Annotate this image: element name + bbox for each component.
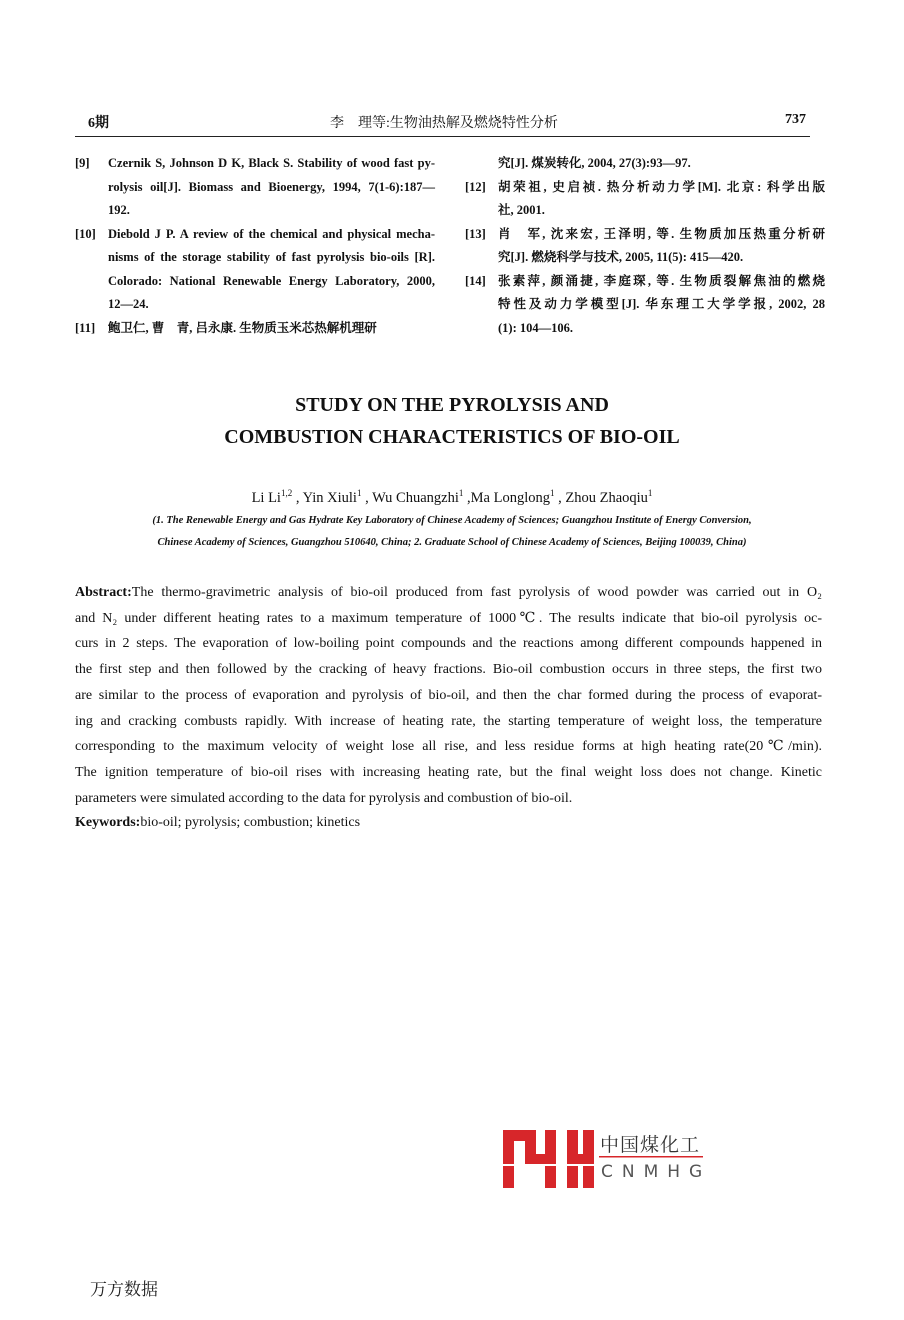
abstract-line [75, 786, 822, 812]
author-name: Ma Longlong [470, 489, 550, 506]
paper-title-line2: COMBUSTION CHARACTERISTICS OF BIO-OIL [224, 426, 680, 448]
author-name: Li Li [251, 489, 281, 506]
abstract-text: the first step and then followed by the cracking of heavy fractions. Bio-oil combustion occurs in three steps, the first two [75, 662, 822, 678]
author-separator: , [361, 489, 373, 506]
author-name: Zhou Zhaoqiu [565, 489, 648, 506]
abstract-text: ing and cracking combusts rapidly. With increase of heating rate, the starting temperature of weight loss, the temperature [75, 713, 822, 729]
logo-english-text: CNMHG [601, 1162, 712, 1182]
reference-number: [9] [75, 156, 90, 170]
reference-line: Colorado: National Renewable Energy Laboratory, 2000, [108, 273, 435, 288]
reference-text [108, 152, 435, 223]
paper-title-line1: STUDY ON THE PYROLYSIS AND [295, 394, 609, 416]
author-affiliation-mark: 1 [549, 488, 555, 498]
footer-watermark: 万方数据 [90, 1280, 158, 1300]
issue-number: 6期 [88, 116, 109, 131]
author-affiliation-mark: 1,2 [280, 488, 293, 498]
reference-line: 192. [108, 203, 130, 217]
reference-line: (1): 104—106. [498, 320, 573, 335]
abstract-line [75, 657, 822, 683]
reference-item [75, 223, 435, 317]
running-title: 李 理等:生物油热解及燃烧特性分析 [330, 116, 558, 131]
reference-line: Czernik S, Johnson D K, Black S. Stability of wood fast py- [108, 156, 435, 170]
keywords [75, 815, 360, 831]
author-affiliation-mark: 1 [647, 488, 653, 498]
reference-text [498, 223, 825, 270]
reference-item [465, 270, 825, 341]
reference-number: [13] [465, 226, 486, 241]
author-list [0, 488, 904, 507]
reference-line: 究[J]. 燃烧科学与技术, 2005, 11(5): 415—420. [498, 250, 744, 264]
reference-number: [14] [465, 273, 486, 288]
reference-line: 12—24. [108, 297, 149, 311]
author-name: Wu Chuangzhi [372, 489, 459, 506]
header-rule [75, 136, 810, 137]
reference-text [108, 317, 435, 341]
reference-line: 特性及动力学模型[J]. 华东理工大学学报, 2002, 28 [498, 297, 825, 311]
abstract-line [75, 631, 822, 657]
reference-number: [12] [465, 179, 486, 194]
abstract-line [75, 734, 822, 760]
abstract-line [75, 606, 822, 632]
keywords-text: bio-oil; pyrolysis; combustion; kinetics [140, 815, 361, 830]
reference-number: [11] [75, 320, 96, 335]
reference-number: [10] [75, 226, 96, 241]
reference-line: 张素萍, 颜涌捷, 李庭琛, 等. 生物质裂解焦油的燃烧 [498, 273, 825, 288]
abstract-text: and N₂ under different heating rates to a maximum temperature of 1000℃. The results indicate that bio-oil pyrolysis oc- [75, 610, 822, 626]
reference-line: rolysis oil[J]. Biomass and Bioenergy, 1994, 7(1-6):187— [108, 179, 435, 194]
abstract-line [75, 683, 822, 709]
abstract-line [75, 760, 822, 786]
reference-line: nisms of the storage stability of fast pyrolysis bio-oils [R]. [108, 250, 435, 264]
reference-text [498, 270, 825, 341]
reference-line: 肖 军, 沈来宏, 王泽明, 等. 生物质加压热重分析研 [498, 226, 825, 241]
reference-line: 胡荣祖, 史启祯. 热分析动力学[M]. 北京: 科学出版 [498, 179, 825, 194]
reference-item [465, 223, 825, 270]
reference-item [465, 176, 825, 223]
abstract-text: corresponding to the maximum velocity of weight lose all rise, and less residue forms at high heating rate(20℃/min). [75, 739, 822, 755]
abstract-line [75, 709, 822, 735]
abstract-text: curs in 2 steps. The evaporation of low-boiling point compounds and the reactions among different compounds happened in [75, 636, 822, 652]
author-separator: , [554, 489, 566, 506]
references-left-column [75, 152, 435, 340]
reference-line: 社, 2001. [498, 203, 545, 217]
reference-item [75, 152, 435, 223]
reference-item [465, 152, 825, 176]
author-affiliation-mark: 1 [356, 488, 362, 498]
reference-text [498, 176, 825, 223]
affiliation-line2: Chinese Academy of Sciences, Guangzhou 510640, China; 2. Graduate School of Chinese Academy of Sciences, Beijing 100039, China) [157, 537, 747, 548]
affiliation-line1: (1. The Renewable Energy and Gas Hydrate Key Laboratory of Chinese Academy of Sciences; Guangzhou Institute of Energy Conversion, [152, 515, 752, 526]
reference-text [108, 223, 435, 317]
abstract-label: Abstract: [75, 585, 132, 600]
abstract-text: are similar to the process of evaporation and pyrolysis of bio-oil, and then the char formed during the process of evaporat- [75, 687, 822, 703]
reference-line: Diebold J P. A review of the chemical and physical mecha- [108, 226, 435, 241]
reference-line: 究[J]. 煤炭转化, 2004, 27(3):93—97. [498, 156, 691, 170]
author-separator: , [292, 489, 303, 506]
logo-chinese-text: 中国煤化工 [600, 1134, 701, 1156]
keywords-label: Keywords: [75, 815, 141, 830]
abstract [75, 580, 822, 811]
abstract-line [75, 580, 822, 606]
reference-text [498, 152, 825, 176]
reference-item [75, 317, 435, 341]
author-separator: , [463, 489, 471, 506]
reference-line: 鲍卫仁, 曹 青, 吕永康. 生物质玉米芯热解机理研 [108, 320, 377, 335]
references-right-column [465, 152, 825, 340]
abstract-text: The ignition temperature of bio-oil rises with increasing heating rate, but the final weight loss does not change. Kinetic [75, 764, 822, 780]
cnmhg-logo [503, 1128, 713, 1195]
reference-number [465, 152, 498, 176]
abstract-text: The thermo-gravimetric analysis of bio-oil produced from fast pyrolysis of wood powder was carried out in O₂ [131, 585, 822, 600]
abstract-text: parameters were simulated according to the data for pyrolysis and combustion of bio-oil. [75, 790, 573, 806]
page-number: 737 [785, 112, 806, 127]
author-name: Yin Xiuli [302, 489, 357, 506]
author-affiliation-mark: 1 [458, 488, 464, 498]
